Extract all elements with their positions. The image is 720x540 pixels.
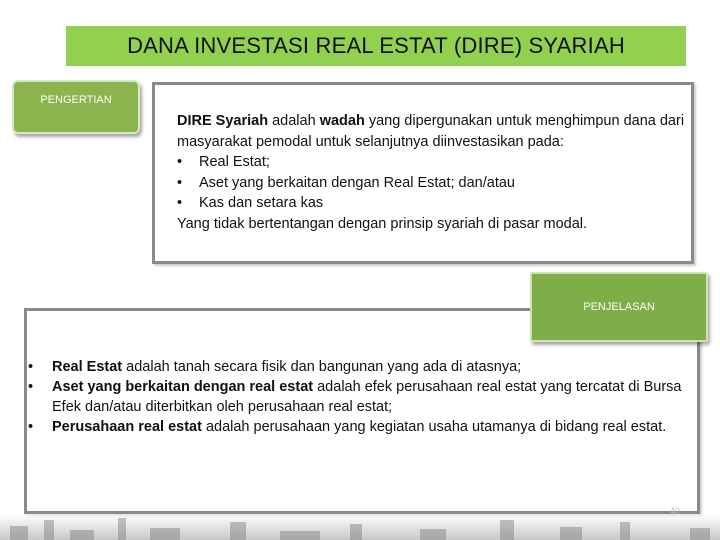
bullet-marker: •	[28, 359, 34, 375]
definition-intro	[177, 111, 693, 152]
explanation-item	[28, 377, 688, 417]
definition-bullet-text: Real Estat;	[199, 154, 270, 170]
definition-box	[152, 82, 694, 264]
slide-title: DANA INVESTASI REAL ESTAT (DIRE) SYARIAH	[127, 33, 625, 58]
explanation-list	[28, 357, 688, 437]
slide-title-bar	[66, 26, 686, 66]
page-number: 40	[669, 506, 680, 516]
bullet-marker: •	[28, 419, 34, 435]
explanation-item	[28, 417, 688, 437]
definition-label-box	[12, 80, 140, 134]
explanation-term: Perusahaan real estat	[52, 419, 202, 435]
definition-bullet	[177, 193, 693, 214]
bullet-marker: •	[177, 195, 183, 211]
explanation-text: adalah perusahaan yang kegiatan usaha utamanya di bidang real estat.	[201, 419, 667, 435]
bullet-marker: •	[28, 379, 34, 395]
definition-bullet-text: Kas dan setara kas	[199, 195, 324, 211]
footer-skyline-blocks	[0, 514, 720, 540]
definition-term: DIRE Syariah	[177, 113, 269, 129]
bullet-marker: •	[177, 174, 183, 191]
definition-bullet	[177, 152, 693, 173]
definition-label: PENGERTIAN	[40, 94, 112, 106]
explanation-item	[28, 357, 688, 377]
definition-closing: Yang tidak bertentangan dengan prinsip syariah di pasar modal.	[177, 215, 588, 232]
explanation-term: Real Estat	[52, 359, 123, 375]
explanation-term: Aset yang berkaitan dengan real estat	[52, 379, 314, 395]
definition-intro-text: adalah	[268, 113, 320, 129]
bullet-marker: •	[177, 154, 183, 170]
explanation-label: PENJELASAN	[583, 301, 655, 313]
definition-bullet-text: Aset yang berkaitan dengan Real Estat; dan/atau	[199, 174, 515, 191]
definition-intro-text-2: yang dipergunakan untuk menghimpun dana dari masyarakat pemodal untuk selanjutnya diinvestasikan pada:	[177, 113, 685, 150]
definition-term-2: wadah	[319, 113, 365, 129]
explanation-label-box	[530, 272, 708, 342]
explanation-text: adalah efek perusahaan real estat yang tercatat di Bursa Efek dan/atau diterbitkan oleh perusahaan real estat;	[52, 379, 682, 415]
definition-text	[177, 111, 693, 234]
definition-bullet	[177, 173, 693, 194]
explanation-text: adalah tanah secara fisik dan bangunan yang ada di atasnya;	[122, 359, 522, 375]
